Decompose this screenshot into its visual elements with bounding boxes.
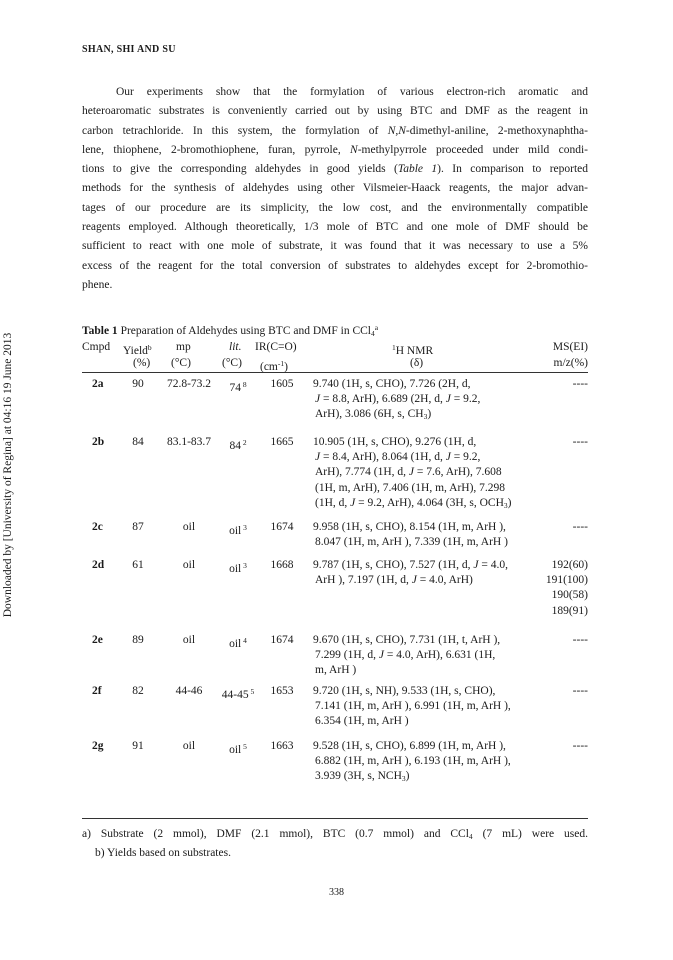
- nmr-line: ArH ), 7.197 (1H, d, J = 4.0, ArH): [315, 574, 473, 587]
- header-yield: Yield$^b$: [123, 343, 152, 357]
- body-line: carbon tetrachloride. In this system, the formylation of N,N-dimethyl-aniline, 2-methoxynaphtha-: [82, 124, 588, 137]
- caption-subscript: 4: [371, 329, 375, 338]
- cell-mp: oil: [182, 740, 196, 752]
- download-watermark-text: Downloaded by [University of Regina] at 04:16 19 June 2013: [2, 332, 14, 618]
- cell-ir: 1674: [270, 521, 294, 533]
- cell-mp: 44-46: [175, 685, 203, 697]
- ms-peak: 191(100): [545, 574, 588, 587]
- nmr-line: 8.047 (1H, m, ArH ), 7.339 (1H, m, ArH ): [315, 536, 508, 549]
- cell-cmpd: 2g: [92, 740, 104, 752]
- header-nmr-unit: (δ): [410, 357, 424, 369]
- nmr-line: 9.958 (1H, s, CHO), 8.154 (1H, m, ArH ),: [313, 521, 506, 533]
- body-line: lene, thiophene, 2-bromothiophene, furan, pyrrole, N-methylpyrrole proceeded under mild condi-: [82, 143, 588, 156]
- cell-ir: 1665: [270, 436, 294, 448]
- nmr-line: 9.720 (1H, s, NH), 9.533 (1H, s, CHO),: [313, 685, 496, 697]
- body-line: Our experiments show that the formylation of various electron-rich aromatic and: [116, 86, 588, 98]
- cell-yield: 90: [132, 378, 144, 390]
- ms-peak: 189(91): [551, 604, 588, 617]
- cell-lit: 44-45 $^5$: [221, 687, 255, 701]
- header-mp: mp: [176, 341, 191, 353]
- header-nmr: $^1$H NMR: [392, 343, 434, 357]
- body-line: tions to give the corresponding aldehydes in good yields (Table 1). In comparison to reported: [82, 163, 589, 176]
- nmr-line: 9.740 (1H, s, CHO), 7.726 (2H, d,: [313, 378, 471, 390]
- body-line: tages of our procedure are its simplicity, the low cost, and the environmentally compatible: [82, 201, 588, 214]
- ms-peak: ----: [572, 634, 588, 646]
- cell-nmr: [313, 739, 538, 787]
- footnote-a: a) Substrate (2 mmol), DMF (2.1 mmol), BTC (0.7 mmol) and CCl$_4$ (7 mL) were used.: [82, 828, 588, 841]
- nmr-line: 9.528 (1H, s, CHO), 6.899 (1H, m, ArH ),: [313, 740, 506, 752]
- nmr-line: 3.939 (3H, s, $NCH_3$): [315, 770, 410, 784]
- nmr-line: 7.299 (1H, d, J = 4.0, ArH), 6.631 (1H,: [315, 649, 496, 662]
- header-lit-unit: (°C): [222, 357, 242, 369]
- cell-ir: 1653: [270, 685, 294, 697]
- body-line: reagents employed. Although theoretically, 1/3 mole of BTC and one mole of DMF should be: [82, 221, 588, 234]
- body-line: sufficient to react with one mole of substrate, it was found that it was necessary to use a 5%: [82, 240, 588, 253]
- cell-nmr: [313, 435, 538, 513]
- table-footnotes: [82, 826, 588, 862]
- cell-ir: 1668: [270, 559, 294, 571]
- nmr-line: J = 8.8, ArH), 6.689 (2H, d, J = 9.2,: [315, 393, 481, 406]
- ms-peak: ----: [572, 740, 588, 752]
- table-caption-text: Preparation of Aldehydes using BTC and DMF in CCl: [120, 325, 371, 337]
- nmr-line: ArH), 7.774 (1H, d, J = 7.6, ArH), 7.608: [315, 466, 502, 479]
- cell-lit: oil $^5$: [229, 742, 247, 756]
- table-caption: [82, 323, 378, 338]
- cell-yield: 91: [132, 740, 144, 752]
- cell-ms: [540, 633, 588, 648]
- cell-ms: [540, 558, 588, 619]
- header-mp-unit: (°C): [171, 357, 191, 369]
- cell-mp: oil: [182, 634, 196, 646]
- cell-nmr: [313, 558, 538, 588]
- cell-cmpd: 2c: [92, 521, 103, 533]
- nmr-line: m, ArH ): [315, 664, 357, 677]
- ms-peak: ----: [572, 436, 588, 448]
- nmr-line: 10.905 (1H, s, CHO), 9.276 (1H, d,: [313, 436, 477, 448]
- body-line: heteroaromatic substrates is conveniently carried out by using BTC and DMF as the reagent in: [82, 105, 588, 118]
- cell-ms: [540, 520, 588, 535]
- footnote-b: b) Yields based on substrates.: [95, 847, 231, 859]
- nmr-line: J = 8.4, ArH), 8.064 (1H, d, J = 9.2,: [315, 451, 481, 464]
- nmr-line: 9.787 (1H, s, CHO), 7.527 (1H, d, J = 4.0,: [313, 559, 508, 571]
- nmr-line: ArH), 3.086 (6H, s, $CH_3$): [315, 408, 432, 422]
- cell-cmpd: 2f: [92, 685, 102, 697]
- nmr-line: 6.354 (1H, m, ArH ): [315, 715, 409, 728]
- header-ir: IR(C=O): [255, 341, 297, 353]
- page-number: 338: [329, 887, 344, 898]
- cell-cmpd: 2b: [92, 436, 105, 448]
- nmr-line: 6.882 (1H, m, ArH ), 6.193 (1H, m, ArH ),: [315, 755, 511, 768]
- nmr-line: (1H, d, J = 9.2, ArH), 4.064 (3H, s, $OCH_3$): [315, 496, 512, 510]
- cell-ir: 1674: [270, 634, 294, 646]
- cell-nmr: [313, 377, 538, 425]
- table-bottom-rule: [82, 818, 588, 819]
- cell-ms: [540, 684, 588, 699]
- cell-yield: 84: [132, 436, 144, 448]
- cell-lit: oil $^4$: [229, 636, 247, 650]
- cell-lit: 74 $^8$: [229, 380, 247, 394]
- cell-nmr: [313, 684, 538, 730]
- header-ms: MS(EI): [552, 341, 588, 353]
- cell-mp: 72.8-73.2: [166, 378, 212, 390]
- body-paragraph: [82, 83, 588, 295]
- cell-lit: oil $^3$: [229, 561, 247, 575]
- ms-peak: 190(58): [551, 589, 588, 602]
- ms-peak: ----: [572, 378, 588, 390]
- cell-yield: 89: [132, 634, 144, 646]
- header-lit: lit.: [229, 341, 242, 353]
- ms-peak: ----: [572, 685, 588, 697]
- cell-ir: 1663: [270, 740, 294, 752]
- body-line: excess of the reagent for the total conversion of substrates to aldehydes except for 2-bromothio-: [82, 259, 588, 272]
- running-head: SHAN, SHI AND SU: [82, 44, 176, 55]
- cell-cmpd: 2a: [92, 378, 104, 390]
- header-yield-unit: (%): [133, 357, 151, 369]
- header-cmpd: Cmpd: [82, 341, 111, 353]
- cell-yield: 61: [132, 559, 144, 571]
- nmr-line: (1H, m, ArH), 7.406 (1H, m, ArH), 7.298: [315, 481, 506, 494]
- header-ms-unit: m/z(%): [553, 357, 588, 369]
- cell-ms: [540, 739, 588, 754]
- cell-ir: 1605: [270, 378, 294, 390]
- cell-lit: oil $^3$: [229, 523, 247, 537]
- nmr-line: 7.141 (1H, m, ArH ), 6.991 (1H, m, ArH ),: [315, 700, 511, 713]
- cell-ms: [540, 435, 588, 450]
- cell-nmr: [313, 633, 538, 679]
- cell-yield: 82: [132, 685, 144, 697]
- caption-footnote-mark: a: [374, 323, 379, 332]
- body-line: methods for the synthesis of aldehydes using other Vilsmeier-Haack reagents, the major advan-: [82, 182, 588, 195]
- ms-peak: 192(60): [551, 559, 588, 571]
- cell-cmpd: 2e: [92, 634, 103, 646]
- cell-mp: oil: [182, 559, 196, 571]
- header-ir-unit: $(cm^{-1})$: [260, 359, 288, 373]
- body-line: phene.: [82, 278, 113, 291]
- cell-mp: 83.1-83.7: [166, 436, 212, 448]
- nmr-line: 9.670 (1H, s, CHO), 7.731 (1H, t, ArH ),: [313, 634, 501, 646]
- cell-lit: 84 $^2$: [229, 438, 247, 452]
- cell-cmpd: 2d: [92, 559, 105, 571]
- cell-nmr: [313, 520, 538, 550]
- table-header-rule: [82, 372, 588, 373]
- ms-peak: ----: [572, 521, 588, 533]
- cell-mp: oil: [182, 521, 196, 533]
- cell-ms: [540, 377, 588, 392]
- cell-yield: 87: [132, 521, 144, 533]
- table-caption-label: Table 1: [82, 325, 118, 337]
